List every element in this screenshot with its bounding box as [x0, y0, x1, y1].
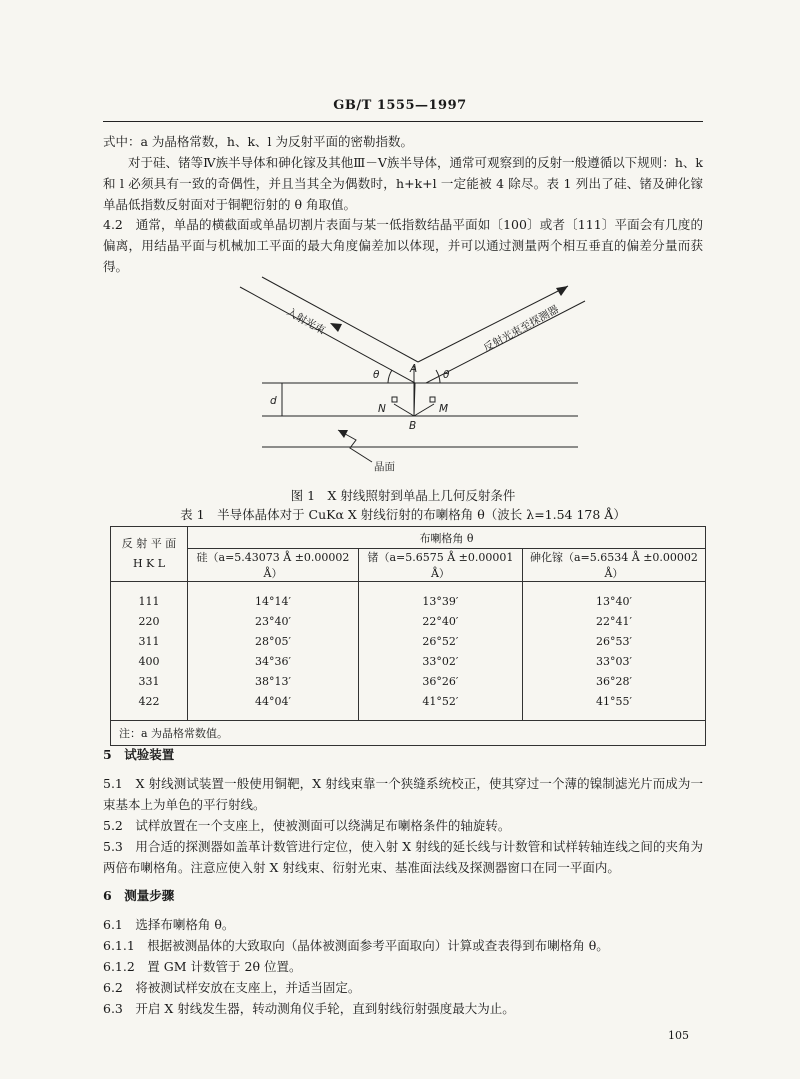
right-angle-m [430, 397, 435, 402]
hkl-header [111, 527, 188, 582]
point-b-label: B [409, 420, 417, 432]
hkl-header-line2: H K L [132, 557, 166, 570]
formula-note: 式中：a 为晶格常数，h、k、l 为反射平面的密勒指数。 [103, 134, 414, 149]
clause-5-2: 5.2 试样放置在一个支座上，使被测面可以绕满足布喇格条件的轴旋转。 [103, 818, 511, 833]
page-header: GB/T 1555—1997 [333, 98, 467, 113]
table-note: 注：a 为晶格常数值。 [111, 721, 706, 746]
crystal-plane-label: 晶面 [374, 461, 395, 473]
incident-beam-label: 入射光束 [284, 306, 328, 337]
reflected-beam-label: 反射光束至探测器 [481, 303, 561, 355]
construction-line-an [394, 404, 414, 416]
incident-arrowhead [330, 323, 342, 332]
table-row: 331 38°13′ 36°26′ 36°28′ [111, 672, 706, 692]
section-5-title: 5 试验装置 [103, 747, 175, 762]
table-row: 400 34°36′ 33°02′ 33°03′ [111, 652, 706, 672]
incident-beam-line-2 [262, 277, 418, 362]
clause-5-1: 5.1 X 射线测试装置一般使用铜靶，X 射线束靠一个狭缝系统校正，使其穿过一个薄的镍制滤光片而成为一束基本上为单色的平行射线。 [103, 776, 703, 812]
clause-6-1-1: 6.1.1 根据被测晶体的大致取向（晶体被测面参考平面取向）计算或查表得到布喇格角 θ。 [103, 938, 609, 953]
clause-6-2: 6.2 将被测试样安放在支座上，并适当固定。 [103, 980, 361, 995]
clause-6-1: 6.1 选择布喇格角 θ。 [103, 917, 235, 932]
reflection-rule-paragraph: 对于硅、锗等Ⅳ族半导体和砷化镓及其他Ⅲ－Ⅴ族半导体，通常可观察到的反射一般遵循以下规则：h、k 和 l 必须具有一致的奇偶性，并且当其全为偶数时，h+k+l 一定能被 4 除尽。表 1 列出了硅、锗及砷化镓单晶低指数反射面对于铜靶衍射的 θ 角取值。 [103, 155, 703, 212]
figure-caption: 图 1 X 射线照射到单晶上几何反射条件 [290, 488, 516, 503]
theta-right-label: θ [443, 369, 450, 381]
point-n-label: N [378, 403, 386, 415]
crystal-leader-arrow [338, 430, 348, 438]
point-a-label: A [410, 363, 418, 375]
page-number: 105 [668, 1029, 689, 1042]
section-6-title: 6 测量步骤 [103, 888, 175, 903]
clause-6-3: 6.3 开启 X 射线发生器，转动测角仪手轮，直到射线衍射强度最大为止。 [103, 1001, 515, 1016]
clause-4-2: 4.2 通常，单晶的横截面或单晶切割片表面与某一低指数结晶平面如〔100〕或者〔111〕平面会有几度的偏离，用结晶平面与机械加工平面的最大角度偏差加以体现，并可以通过测量两个相互垂直的偏差分量而获得。 [103, 217, 703, 274]
theta-arc-left [388, 370, 392, 383]
table-row: 111 14°14′ 13°39′ 13°40′ [111, 592, 706, 612]
table-row: 311 28°05′ 26°52′ 26°53′ [111, 632, 706, 652]
point-m-label: M [439, 403, 449, 415]
clause-5-3: 5.3 用合适的探测器如盖革计数管进行定位，使入射 X 射线的延长线与计数管和试样转轴连线之间的夹角为两倍布喇格角。注意应使入射 X 射线束、衍射光束、基准面法线及探测器窗口在同一平面内。 [103, 839, 703, 875]
bragg-angle-group-header: 布喇格角 θ [188, 527, 706, 549]
incident-beam-line-1 [240, 287, 418, 383]
gaas-header: 砷化镓（a=5.6534 Å ±0.00002 Å） [522, 549, 705, 582]
ge-header: 锗（a=5.6575 Å ±0.00001 Å） [358, 549, 522, 582]
d-label: d [270, 395, 277, 407]
table-title: 表 1 半导体晶体对于 CuKα X 射线衍射的布喇格角 θ（波长 λ=1.54 178 Å） [180, 507, 626, 522]
si-header: 硅（a=5.43073 Å ±0.00002 Å） [188, 549, 359, 582]
right-angle-n [392, 397, 397, 402]
bragg-angle-table [110, 526, 706, 746]
hkl-header-line1: 反 射 平 面 [121, 537, 177, 550]
table-row: 422 44°04′ 41°52′ 41°55′ [111, 692, 706, 712]
construction-line-am [414, 404, 434, 416]
clause-6-1-2: 6.1.2 置 GM 计数管于 2θ 位置。 [103, 959, 302, 974]
theta-left-label: θ [373, 369, 380, 381]
table-row: 220 23°40′ 22°40′ 22°41′ [111, 612, 706, 632]
